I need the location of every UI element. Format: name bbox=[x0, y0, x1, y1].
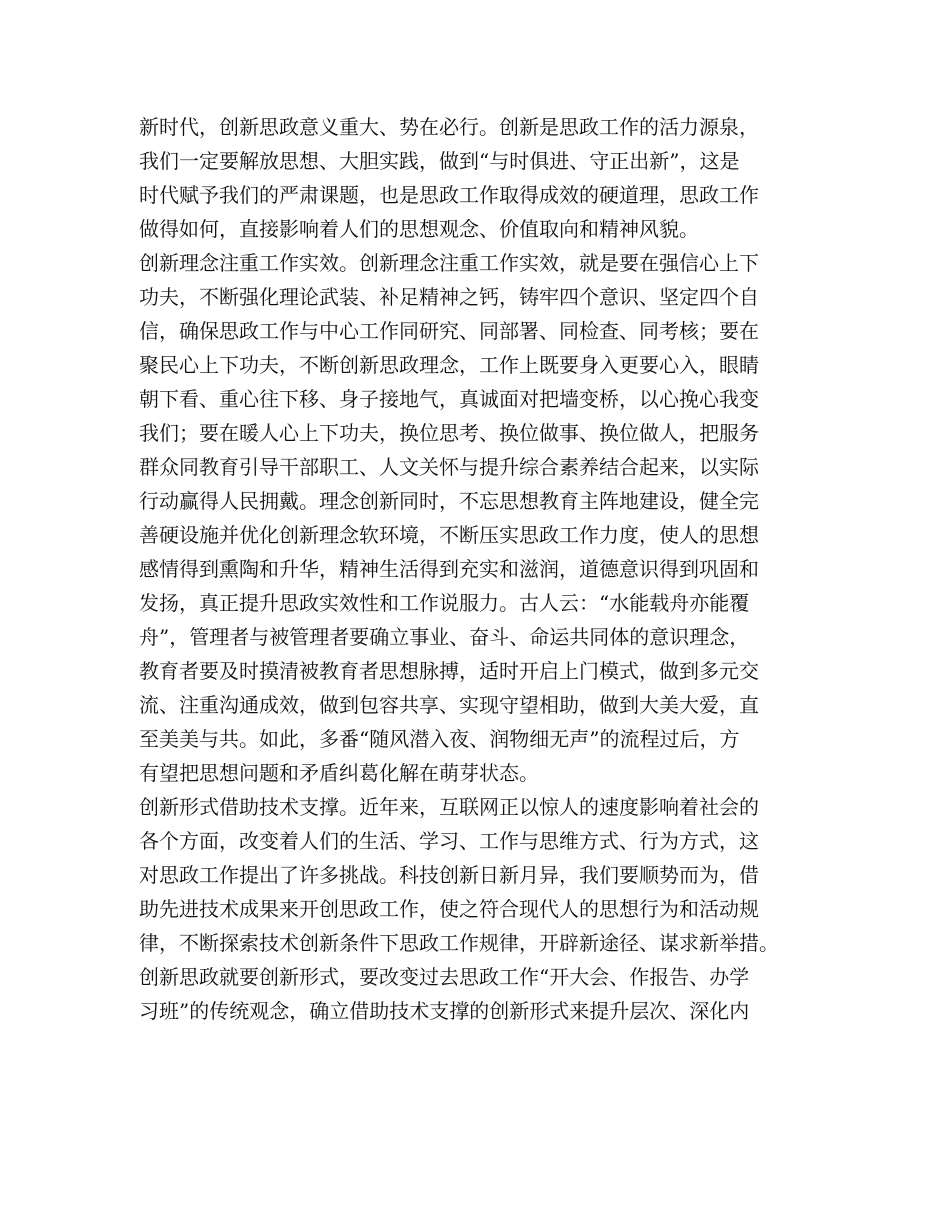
text-line: 创新形式借助技术支撑。近年来，互联网正以惊人的速度影响着社会的 bbox=[139, 795, 759, 819]
text-line: 创新思政就要创新形式，要改变过去思政工作“开大会、作报告、办学 bbox=[139, 965, 750, 989]
text-line: 群众同教育引导干部职工、人文关怀与提升综合素养结合起来，以实际 bbox=[139, 455, 759, 479]
text-line: 习班”的传统观念，确立借助技术支撑的创新形式来提升层次、深化内 bbox=[139, 999, 750, 1023]
text-line: 感情得到熏陶和升华，精神生活得到充实和滋润，道德意识得到巩固和 bbox=[139, 557, 759, 581]
text-line: 做得如何，直接影响着人们的思想观念、价值取向和精神风貌。 bbox=[139, 217, 699, 241]
text-line: 聚民心上下功夫，不断创新思政理念，工作上既要身入更要心入，眼睛 bbox=[139, 353, 759, 377]
text-line: 朝下看、重心往下移、身子接地气，真诚面对把墙变桥，以心挽心我变 bbox=[139, 387, 759, 411]
text-line: 教育者要及时摸清被教育者思想脉搏，适时开启上门模式，做到多元交 bbox=[139, 659, 759, 683]
text-line: 功夫，不断强化理论武装、补足精神之钙，铸牢四个意识、坚定四个自 bbox=[139, 285, 759, 309]
text-line: 行动赢得人民拥戴。理念创新同时，不忘思想教育主阵地建设，健全完 bbox=[139, 489, 759, 513]
text-line: 我们一定要解放思想、大胆实践，做到“与时俱进、守正出新”，这是 bbox=[139, 149, 740, 173]
text-line: 律，不断探索技术创新条件下思政工作规律，开辟新途径、谋求新举措。 bbox=[139, 931, 779, 955]
text-line: 助先进技术成果来开创思政工作，使之符合现代人的思想行为和活动规 bbox=[139, 897, 759, 921]
text-line: 创新理念注重工作实效。创新理念注重工作实效，就是要在强信心上下 bbox=[139, 251, 759, 275]
text-line: 有望把思想问题和矛盾纠葛化解在萌芽状态。 bbox=[139, 761, 539, 785]
text-line: 舟”，管理者与被管理者要确立事业、奋斗、命运共同体的意识理念， bbox=[139, 625, 750, 649]
text-line: 新时代，创新思政意义重大、势在必行。创新是思政工作的活力源泉， bbox=[139, 115, 759, 139]
text-line: 至美美与共。如此，多番“随风潜入夜、润物细无声”的流程过后，方 bbox=[139, 727, 740, 751]
text-line: 信，确保思政工作与中心工作同研究、同部署、同检查、同考核；要在 bbox=[139, 319, 759, 343]
text-line: 各个方面，改变着人们的生活、学习、工作与思维方式、行为方式，这 bbox=[139, 829, 759, 853]
text-line: 善硬设施并优化创新理念软环境，不断压实思政工作力度，使人的思想 bbox=[139, 523, 759, 547]
text-line: 时代赋予我们的严肃课题，也是思政工作取得成效的硬道理，思政工作 bbox=[139, 183, 759, 207]
text-line: 我们；要在暖人心上下功夫，换位思考、换位做事、换位做人，把服务 bbox=[139, 421, 759, 445]
document-body bbox=[139, 110, 839, 1028]
text-line: 流、注重沟通成效，做到包容共享、实现守望相助，做到大美大爱，直 bbox=[139, 693, 759, 717]
text-line: 发扬，真正提升思政实效性和工作说服力。古人云：“水能载舟亦能覆 bbox=[139, 591, 750, 615]
text-line: 对思政工作提出了许多挑战。科技创新日新月异，我们要顺势而为，借 bbox=[139, 863, 759, 887]
